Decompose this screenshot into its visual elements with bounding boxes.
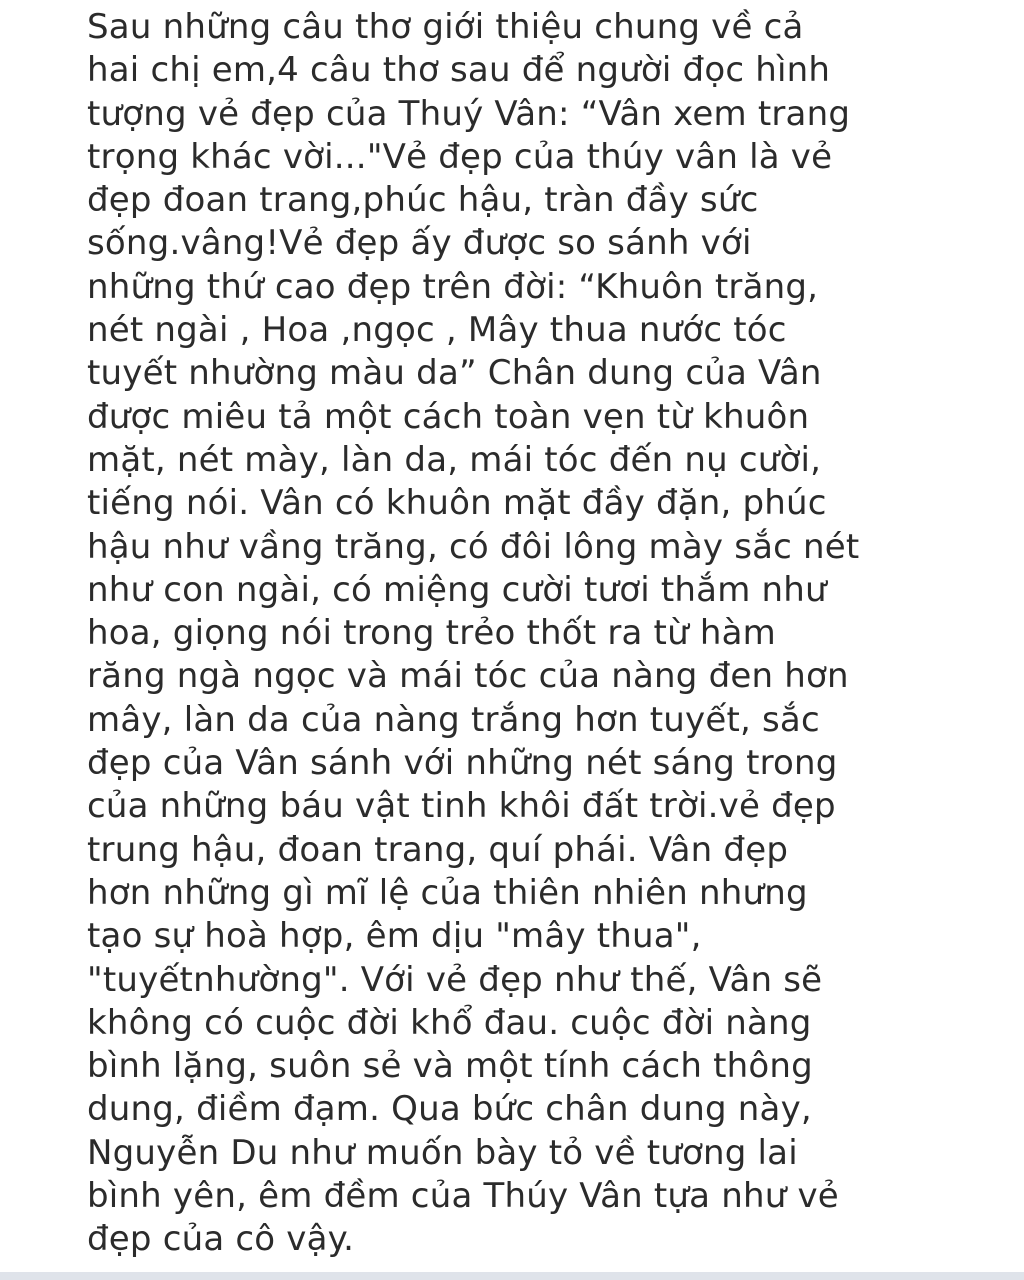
text-line: Sau những câu thơ giới thiệu chung về cả xyxy=(87,7,804,47)
text-line: mặt, nét mày, làn da, mái tóc đến nụ cười, xyxy=(87,439,822,480)
text-line: tạo sự hoà hợp, êm dịu "mây thua", xyxy=(87,916,702,957)
text-line: bình lặng, suôn sẻ và một tính cách thông xyxy=(87,1046,813,1087)
text-line: hoa, giọng nói trong trẻo thốt ra từ hàm xyxy=(87,613,776,654)
text-line: hai chị em,4 câu thơ sau để người đọc hình xyxy=(87,50,831,91)
text-line: bình yên, êm đềm của Thúy Vân tựa như vẻ xyxy=(87,1176,839,1217)
essay-paragraph xyxy=(87,6,1007,1262)
text-line: đẹp của Vân sánh với những nét sáng trong xyxy=(87,743,838,784)
text-line: nét ngài , Hoa ,ngọc , Mây thua nước tóc xyxy=(87,310,787,351)
text-line: đẹp đoan trang,phúc hậu, tràn đầy sức xyxy=(87,180,759,221)
text-line: như con ngài, có miệng cười tươi thắm như xyxy=(87,569,827,610)
text-line: trọng khác vời..."Vẻ đẹp của thúy vân là vẻ xyxy=(87,136,833,177)
text-line: đẹp của cô vậy. xyxy=(87,1219,355,1260)
text-line: mây, làn da của nàng trắng hơn tuyết, sắc xyxy=(87,699,820,740)
text-line: hậu như vầng trăng, có đôi lông mày sắc nét xyxy=(87,526,860,567)
text-line: "tuyếtnhường". Với vẻ đẹp như thế, Vân sẽ xyxy=(87,959,823,1000)
text-line: của những báu vật tinh khôi đất trời.vẻ đẹp xyxy=(87,786,836,827)
text-line: dung, điềm đạm. Qua bức chân dung này, xyxy=(87,1089,812,1130)
text-line: hơn những gì mĩ lệ của thiên nhiên nhưng xyxy=(87,872,808,913)
text-line: sống.vâng!Vẻ đẹp ấy được so sánh với xyxy=(87,223,752,264)
text-line: không có cuộc đời khổ đau. cuộc đời nàng xyxy=(87,1002,812,1043)
text-line: trung hậu, đoan trang, quí phái. Vân đẹp xyxy=(87,829,789,870)
text-line: răng ngà ngọc và mái tóc của nàng đen hơn xyxy=(87,656,849,697)
text-line: được miêu tả một cách toàn vẹn từ khuôn xyxy=(87,396,810,437)
text-line: tượng vẻ đẹp của Thuý Vân: “Vân xem trang xyxy=(87,93,851,134)
text-line: những thứ cao đẹp trên đời: “Khuôn trăng, xyxy=(87,266,819,307)
bottom-divider-strip xyxy=(0,1272,1024,1280)
text-line: Nguyễn Du như muốn bày tỏ về tương lai xyxy=(87,1132,798,1173)
text-line: tuyết nhường màu da” Chân dung của Vân xyxy=(87,353,822,394)
text-line: tiếng nói. Vân có khuôn mặt đầy đặn, phúc xyxy=(87,483,827,524)
